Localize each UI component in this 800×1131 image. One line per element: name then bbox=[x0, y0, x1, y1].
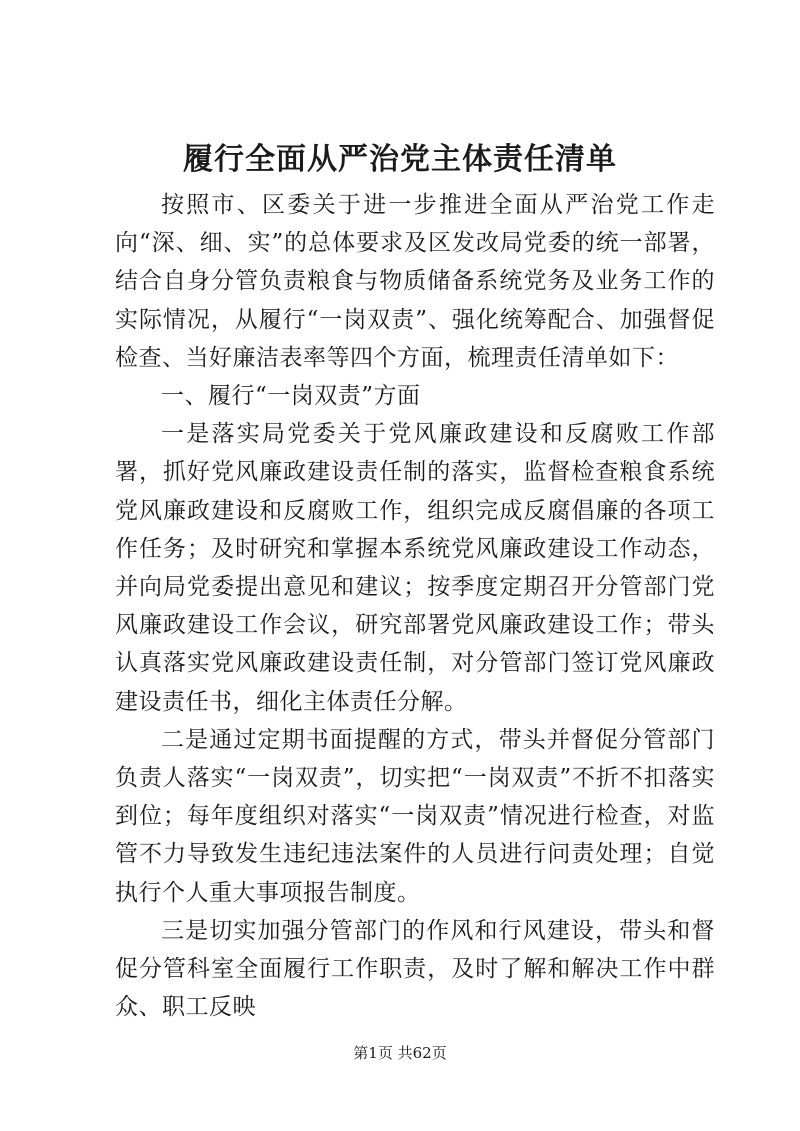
paragraph-item-1: 一是落实局党委关于党风廉政建设和反腐败工作部署，抓好党风廉政建设责任制的落实，监督检查粮食系统党风廉政建设和反腐败工作，组织完成反腐倡廉的各项工作任务；及时研究和掌握本系统党风廉政建设工作动态，并向局党委提出意见和建议；按季度定期召开分管部门党风廉政建设工作会议，研究部署党风廉政建设工作；带头认真落实党风廉政建设责任制，对分管部门签订党风廉政建设责任书，细化主体责任分解。 bbox=[115, 421, 715, 715]
paragraph-item-2: 二是通过定期书面提醒的方式，带头并督促分管部门负责人落实“一岗双责”，切实把“一岗双责”不折不扣落实到位；每年度组织对落实“一岗双责”情况进行检查，对监管不力导致发生违纪违法案件的人员进行问责处理；自觉执行个人重大事项报告制度。 bbox=[115, 726, 715, 906]
paragraph-intro: 按照市、区委关于进一步推进全面从严治党工作走向“深、细、实”的总体要求及区发改局党委的统一部署，结合自身分管负责粮食与物质储备系统党务及业务工作的实际情况，从履行“一岗双责”、强化统筹配合、加强督促检查、当好廉洁表率等四个方面，梳理责任清单如下： bbox=[115, 192, 715, 371]
document-title: 履行全面从严治党主体责任清单 bbox=[183, 142, 617, 177]
section-heading: 一、履行“一岗双责”方面 bbox=[161, 383, 421, 410]
page-number-footer: 第1页 共62页 bbox=[353, 1044, 447, 1062]
document-body bbox=[115, 186, 715, 1026]
paragraph-item-3: 三是切实加强分管部门的作风和行风建设，带头和督促分管科室全面履行工作职责，及时了解和解决工作中群众、职工反映 bbox=[115, 917, 715, 1021]
